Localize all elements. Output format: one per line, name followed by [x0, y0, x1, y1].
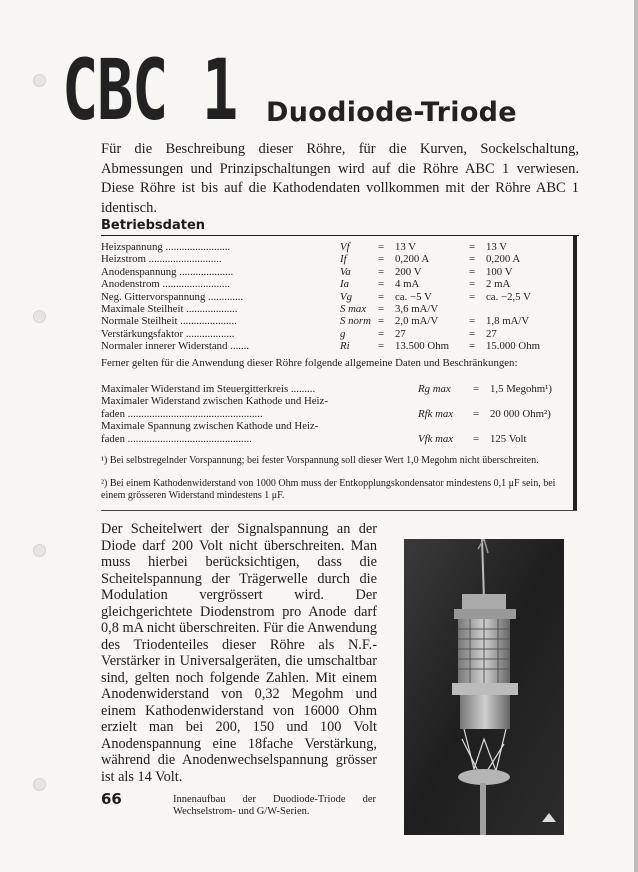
param-name: Normale Steilheit ..................... [101, 315, 237, 328]
param-value-1: 2,0 mA/V [395, 315, 439, 328]
equals-sign: = [378, 253, 385, 266]
footnote-2: ²) Bei einem Kathodenwiderstand von 1000 Ohm muss der Entkopplungskondensator mindestens 0,1 μF sein, bei einem grösseren Widerstand mindestens 1 μF. [101, 478, 556, 501]
tube-interior-photo [404, 539, 564, 835]
equals-sign: = [378, 241, 385, 253]
param-value-2: 2 mA [486, 278, 511, 291]
param-symbol: Ri [340, 340, 350, 353]
param-name: Maximale Steilheit ................... [101, 302, 238, 315]
equals-sign: = [469, 278, 476, 291]
data-row [101, 253, 571, 265]
equals-sign: = [473, 383, 480, 395]
param-symbol: If [340, 253, 347, 266]
tube-type-subtitle: Duodiode-Triode [266, 97, 517, 128]
param-symbol: Ia [340, 278, 349, 291]
param-value-2: 13 V [486, 241, 508, 253]
data-row [101, 303, 571, 315]
param-symbol: Va [340, 265, 351, 278]
tube-model-title: CBC 1 [62, 41, 237, 139]
general-data-paragraph: Ferner gelten für die Anwendung dieser Röhre folgende allgemeine Daten und Beschränkungen: [101, 357, 518, 369]
limit-row-text [101, 420, 571, 432]
param-value-2: 27 [486, 327, 497, 340]
limit-symbol: Rfk max [418, 407, 454, 420]
param-value-1: 3,6 mA/V [395, 302, 439, 315]
limit-value: 20 000 Ohm²) [490, 407, 551, 420]
equals-sign: = [469, 241, 476, 253]
limit-symbol: Rg max [418, 383, 451, 395]
data-row [101, 291, 571, 303]
page-edge [634, 0, 638, 872]
param-value-1: 0,200 A [395, 253, 430, 266]
punch-hole [33, 310, 46, 323]
data-row [101, 266, 571, 278]
param-value-1: 13.500 Ohm [395, 340, 449, 353]
data-row [101, 315, 571, 327]
operating-data-table [101, 241, 571, 353]
param-value-2: 0,200 A [486, 253, 521, 266]
param-name: Heizstrom ........................... [101, 253, 222, 266]
equals-sign: = [469, 327, 476, 340]
punch-hole [33, 544, 46, 557]
equals-sign: = [378, 340, 385, 353]
punch-hole [33, 778, 46, 791]
param-value-2: 1,8 mA/V [486, 315, 530, 328]
param-value-1: 4 mA [395, 278, 420, 291]
equals-sign: = [378, 302, 385, 315]
param-name: Verstärkungsfaktor .................. [101, 327, 235, 340]
punch-hole [33, 74, 46, 87]
param-symbol: Vf [340, 241, 350, 253]
section-heading: Betriebsdaten [101, 218, 206, 233]
limit-row-text [101, 395, 571, 407]
equals-sign: = [473, 432, 480, 445]
limit-name: Maximale Spannung zwischen Kathode und Heiz- [101, 420, 319, 433]
param-name: Heizspannung ........................ [101, 241, 231, 253]
equals-sign: = [378, 278, 385, 291]
param-name: Neg. Gittervorspannung ............. [101, 290, 244, 303]
tube-photo-image [404, 539, 564, 835]
param-value-1: ca. −5 V [395, 290, 432, 303]
photo-caption: Innenaufbau der Duodiode-Triode der Wechselstrom- und G/W-Serien. [173, 794, 376, 817]
param-value-2: 100 V [486, 265, 513, 278]
data-row [101, 278, 571, 290]
limit-row [101, 433, 571, 445]
intro-paragraph: Für die Beschreibung dieser Röhre, für die Kurven, Sockelschaltung, Abmessungen und Prinzipschaltungen wird auf die Röhre ABC 1 verwiesen. Diese Röhre ist bis auf die Kathodendaten vollkommen mit der Röhre ABC 1 identisch. [101, 141, 579, 216]
section-rule [101, 235, 579, 236]
param-symbol: Vg [340, 290, 352, 303]
equals-sign: = [378, 290, 385, 303]
limit-row [101, 383, 571, 395]
equals-sign: = [473, 407, 480, 420]
limit-name: faden .................................................. [101, 407, 263, 420]
data-row [101, 328, 571, 340]
param-symbol: S norm [340, 315, 371, 328]
limit-name: Maximaler Widerstand zwischen Kathode und Heiz- [101, 395, 328, 408]
page-number: 66 [101, 790, 122, 808]
param-value-1: 27 [395, 327, 406, 340]
param-value-2: ca. −2,5 V [486, 290, 531, 303]
param-name: Anodenstrom ......................... [101, 278, 230, 291]
param-name: Anodenspannung .................... [101, 265, 234, 278]
table-side-bar [573, 236, 577, 511]
param-name: Normaler innerer Widerstand ....... [101, 340, 250, 353]
body-paragraph: Der Scheitelwert der Signalspannung an der Diode darf 200 Volt nicht überschreiten. Man muss hierbei berücksichtigen, dass die Scheitelspannung der Trägerwelle durch die Modulation vergrössert wird. Der gleichgerichtete Diodenstrom pro Anode darf 0,8 mA nicht überschreiten. Für die Anwendung des Triodenteiles dieser Röhre als N.F.-Verstärker in Universalgeräten, die umschaltbar sind, gelten noch folgende Zahlen. Mit einem Anodenwiderstand von 0,32 Megohm und einem Kathodenwiderstand von 16000 Ohm erzielt man bei 200, 150 und 100 Volt Anodenspannung eine 18fache Verstärkung, während die Anodenwechselspannung grösser ist als 14 Volt. [101, 521, 377, 785]
equals-sign: = [469, 315, 476, 328]
equals-sign: = [378, 265, 385, 278]
equals-sign: = [469, 290, 476, 303]
param-value-1: 13 V [395, 241, 417, 253]
limit-name: Maximaler Widerstand im Steuergitterkreis ......... [101, 383, 316, 395]
equals-sign: = [378, 315, 385, 328]
equals-sign: = [469, 253, 476, 266]
data-row [101, 241, 571, 253]
data-block-rule [101, 510, 577, 511]
equals-sign: = [469, 265, 476, 278]
footnote-1: ¹) Bei selbstregelnder Vorspannung; bei fester Vorspannung soll dieser Wert 1,0 Megohm nicht überschreiten. [101, 455, 539, 466]
param-symbol: S max [340, 302, 367, 315]
limit-value: 125 Volt [490, 432, 527, 445]
limits-table [101, 383, 571, 445]
param-symbol: g [340, 327, 346, 340]
limit-name: faden .............................................. [101, 432, 252, 445]
param-value-2: 15.000 Ohm [486, 340, 540, 353]
data-row [101, 340, 571, 352]
equals-sign: = [469, 340, 476, 353]
param-value-1: 200 V [395, 265, 422, 278]
equals-sign: = [378, 327, 385, 340]
limit-symbol: Vfk max [418, 432, 454, 445]
limit-value: 1,5 Megohm¹) [490, 383, 553, 395]
limit-row [101, 408, 571, 420]
